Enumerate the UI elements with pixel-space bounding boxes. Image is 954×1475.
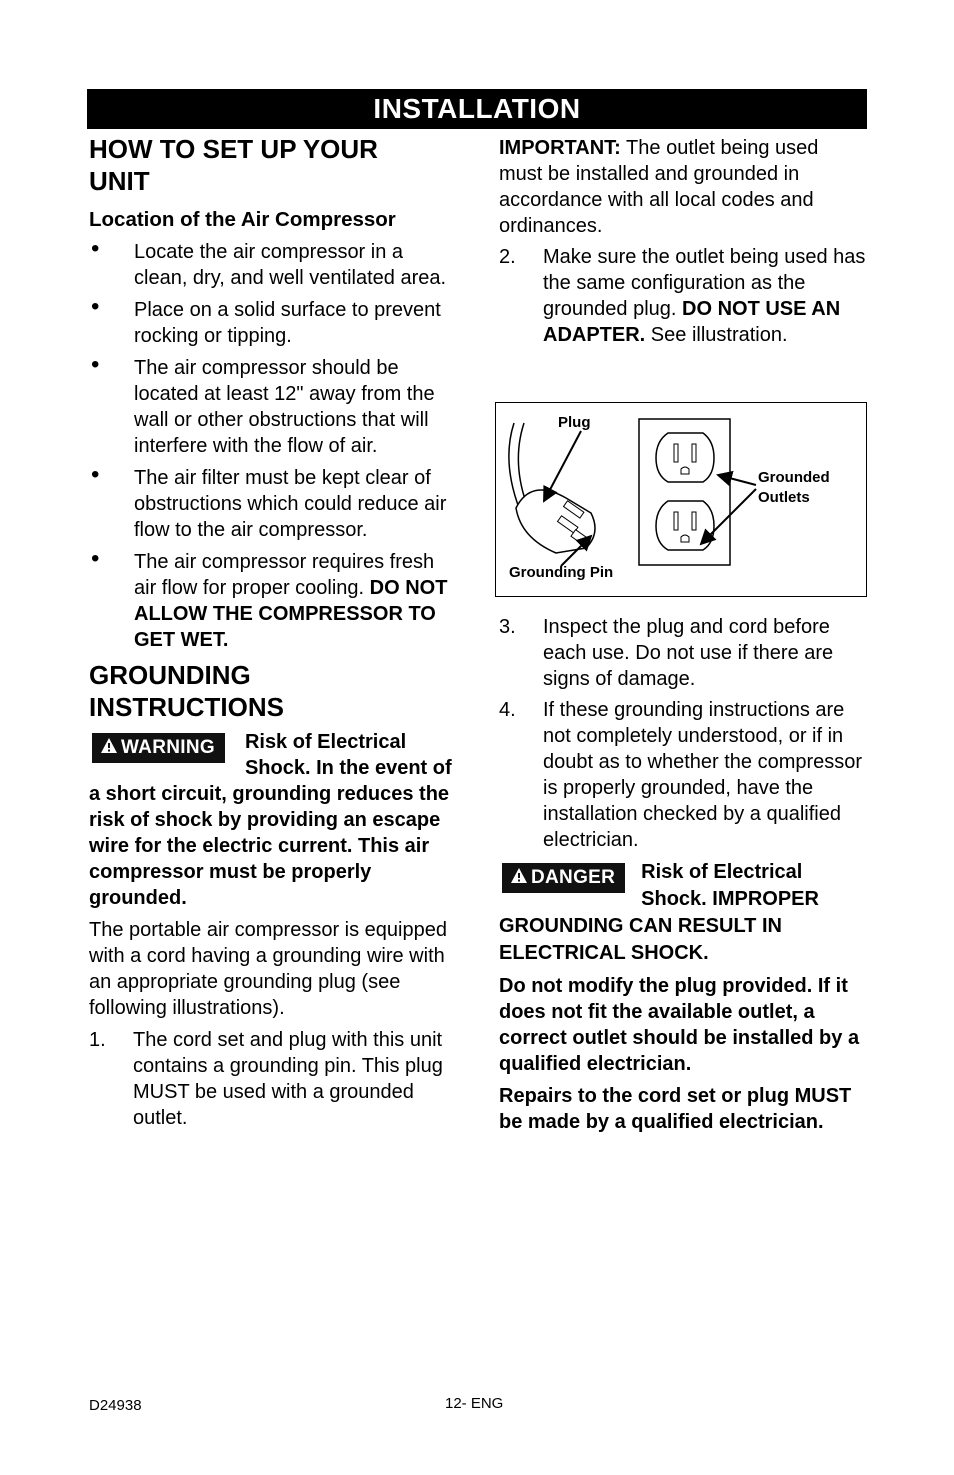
important-text: The outlet being used must be installed and grounded in accordance with all local codes and ordinances. — [499, 137, 819, 237]
danger-text: Risk of Electrical Shock. IMPROPER GROUNDING CAN RESULT IN ELECTRICAL SHOCK. — [499, 861, 819, 964]
modify-plug-warning: Do not modify the plug provided. If it does not fit the available outlet, a correct outlet should be installed by a qualified electrician. — [499, 975, 860, 1075]
warning-triangle-icon — [510, 867, 528, 884]
bullet-warning-text: DO NOT ALLOW THE COMPRESSOR TO GET WET. — [134, 577, 448, 651]
step-text: The cord set and plug with this unit contains a grounding pin. This plug MUST be used with a grounded outlet. — [133, 1029, 443, 1129]
warning-text: Risk of Electrical Shock. In the event of a short circuit, grounding reduces the risk of shock by providing an escape wire for the electric current. This air compressor must be properly grounded. — [89, 731, 452, 909]
numbered-step — [499, 614, 867, 692]
bullet-item — [89, 235, 461, 291]
repairs-warning: Repairs to the cord set or plug MUST be made by a qualified electrician. — [499, 1085, 852, 1133]
grounding-heading: GROUNDING INSTRUCTIONS — [89, 660, 284, 722]
bullet-icon: • — [91, 461, 100, 488]
step-number: 3. — [499, 616, 516, 638]
bullet-icon: • — [91, 235, 100, 262]
important-label: IMPORTANT: — [499, 137, 621, 159]
step-warning-text: DO NOT USE AN ADAPTER. — [543, 298, 841, 346]
bullet-icon: • — [91, 545, 100, 572]
step-number: 4. — [499, 699, 516, 721]
bullet-item — [89, 461, 461, 543]
grounding-paragraph: The portable air compressor is equipped with a cord having a grounding wire with an appropriate grounding plug (see following illustrations). — [89, 919, 447, 1019]
danger-badge — [502, 863, 625, 893]
left-column — [89, 133, 461, 1131]
step-text: Inspect the plug and cord before each use. Do not use if there are signs of damage. — [543, 616, 834, 690]
setup-heading: HOW TO SET UP YOUR UNIT — [89, 134, 378, 196]
bullet-icon: • — [91, 293, 100, 320]
bullet-text: The air compressor should be located at least 12" away from the wall or other obstructions that will interfere with the flow of air. — [134, 357, 435, 457]
bullet-text: The air filter must be kept clear of obstructions which could reduce air flow to the air compressor. — [134, 467, 447, 541]
plug-outlet-illustration — [495, 402, 867, 597]
bullet-icon: • — [91, 351, 100, 378]
document-id: D24938 — [89, 1397, 142, 1414]
right-column — [499, 135, 867, 1135]
numbered-step — [499, 697, 867, 853]
bullet-item — [89, 351, 461, 459]
warning-badge — [92, 733, 225, 763]
important-note — [499, 135, 867, 239]
warning-triangle-icon — [100, 737, 118, 754]
section-title-banner: INSTALLATION — [87, 89, 867, 129]
step-text: Make sure the outlet being used has the same configuration as the grounded plug. — [543, 246, 866, 320]
page-number: 12- ENG — [445, 1395, 504, 1412]
numbered-step — [499, 244, 867, 348]
danger-label: DANGER — [531, 867, 616, 888]
bullet-item — [89, 293, 461, 349]
warning-label: WARNING — [121, 737, 215, 758]
bullet-text: Place on a solid surface to prevent rocking or tipping. — [134, 299, 441, 347]
plug-label: Plug — [558, 414, 591, 431]
location-heading: Location of the Air Compressor — [89, 208, 396, 231]
step-number: 2. — [499, 246, 516, 268]
step-number: 1. — [89, 1029, 106, 1051]
grounding-pin-label: Grounding Pin — [509, 564, 614, 581]
step-text: See illustration. — [650, 324, 788, 346]
grounded-label: Grounded — [758, 469, 830, 486]
warning-block — [89, 729, 461, 911]
outlets-label: Outlets — [758, 489, 810, 506]
step-text: If these grounding instructions are not completely understood, or if in doubt as to whether the compressor is properly grounded, have the installation checked by a qualified electrician. — [543, 699, 863, 851]
numbered-step — [89, 1027, 461, 1131]
danger-block — [499, 859, 867, 967]
bullet-text: The air compressor requires fresh air flow for proper cooling. — [134, 551, 435, 599]
bullet-item — [89, 545, 461, 653]
bullet-text: Locate the air compressor in a clean, dry, and well ventilated area. — [134, 241, 447, 289]
